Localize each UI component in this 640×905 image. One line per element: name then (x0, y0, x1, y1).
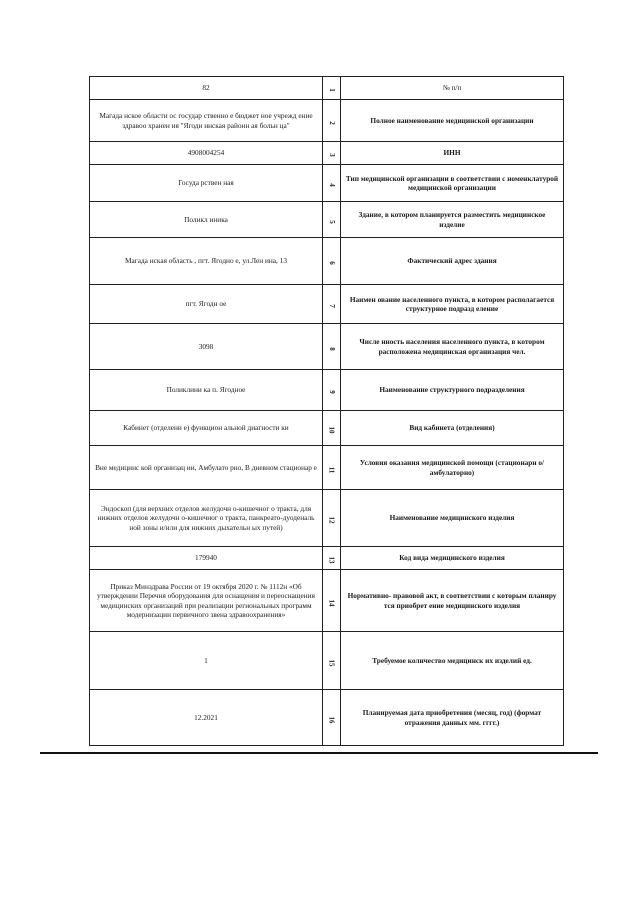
row-number-cell: 8 (323, 324, 341, 370)
horizontal-rule (40, 752, 598, 754)
equipment-form-table (89, 76, 564, 746)
row-number-cell: 7 (323, 285, 341, 324)
value-cell: Госуда рствен ная (90, 165, 323, 202)
row-number-cell: 15 (323, 632, 341, 690)
value-cell: 1 (90, 632, 323, 690)
table-row (90, 285, 564, 324)
row-number-cell: 6 (323, 238, 341, 285)
row-number-cell: 1 (323, 77, 341, 100)
value-cell: 82 (90, 77, 323, 100)
value-cell: пгт. Ягодн ое (90, 285, 323, 324)
table-row (90, 490, 564, 547)
value-cell: Магада нская область , пгт. Ягодно е, ул.Лен ина, 13 (90, 238, 323, 285)
table-row (90, 547, 564, 570)
label-cell: ИНН (341, 142, 564, 165)
label-cell: № п/п (341, 77, 564, 100)
label-cell: Здание, в котором планируется разместить медицинское изделие (341, 202, 564, 238)
label-cell: Фактический адрес здания (341, 238, 564, 285)
value-cell: Вне медицинс кой организац ии, Амбулато рно, В дневном стационар е (90, 446, 323, 490)
label-cell: Наимен ование населенного пункта, в котором располагается структурное подразд еление (341, 285, 564, 324)
table-row (90, 570, 564, 632)
row-number-cell: 3 (323, 142, 341, 165)
table-row (90, 370, 564, 411)
value-cell: Эндоскоп (для верхних отделов желудочн о-кишечног о тракта, для нижних отделов желудочн о-кишечног о тракта, панкреато-дуоденаль ной зоны и/или для нижних дыхательн ых путей) (90, 490, 323, 547)
label-cell: Вид кабинета (отделения) (341, 411, 564, 446)
table-row (90, 324, 564, 370)
label-cell: Числе нность населения населенного пункта, в котором расположена медицинская организация чел. (341, 324, 564, 370)
label-cell: Наименование медицинского изделия (341, 490, 564, 547)
table-row (90, 446, 564, 490)
value-cell: Поликлини ка п. Ягодное (90, 370, 323, 411)
row-number-cell: 9 (323, 370, 341, 411)
value-cell: 179940 (90, 547, 323, 570)
row-number-cell: 4 (323, 165, 341, 202)
row-number-cell: 11 (323, 446, 341, 490)
label-cell: Планируемая дата приобретения (месяц, год) (формат отражения данных мм. гггг.) (341, 690, 564, 746)
row-number-cell: 2 (323, 100, 341, 142)
table-row (90, 77, 564, 100)
table-row (90, 411, 564, 446)
value-cell: 4908004254 (90, 142, 323, 165)
label-cell: Тип медицинской организации в соответствии с номенклатурой медицинской организации (341, 165, 564, 202)
value-cell: Поликл иника (90, 202, 323, 238)
label-cell: Код вида медицинского изделия (341, 547, 564, 570)
table-row (90, 202, 564, 238)
table-row (90, 238, 564, 285)
label-cell: Требуемое количество медицинск их изделий ед. (341, 632, 564, 690)
label-cell: Нормативно- правовой акт, в соответствии с которым планиру тся приобрет ение медицинского изделия (341, 570, 564, 632)
row-number-cell: 12 (323, 490, 341, 547)
value-cell: Магада нское области ос государ ственно е бюджет ное учрежд ение здравоо хранен ия "Ягоди инская районн ая больн ца" (90, 100, 323, 142)
value-cell: Кабинет (отделени е) функцион альной диагности ки (90, 411, 323, 446)
table-row (90, 142, 564, 165)
value-cell: Приказ Минздрава России от 19 октября 2020 г. № 1112н «Об утверждении Перечня оборудования для оснащения и переоснащения медицинских организаций при реализации региональных программ модернизации первичного звена здравоохранения» (90, 570, 323, 632)
row-number-cell: 10 (323, 411, 341, 446)
table-row (90, 690, 564, 746)
label-cell: Наименование структурного подразделения (341, 370, 564, 411)
table-row (90, 165, 564, 202)
value-cell: 12.2021 (90, 690, 323, 746)
row-number-cell: 16 (323, 690, 341, 746)
label-cell: Полное наименование медицинской организации (341, 100, 564, 142)
row-number-cell: 5 (323, 202, 341, 238)
row-number-cell: 14 (323, 570, 341, 632)
label-cell: Условия оказания медицинской помощи (стационарн о/амбулаторно) (341, 446, 564, 490)
row-number-cell: 13 (323, 547, 341, 570)
table-row (90, 632, 564, 690)
value-cell: 3098 (90, 324, 323, 370)
table-row (90, 100, 564, 142)
